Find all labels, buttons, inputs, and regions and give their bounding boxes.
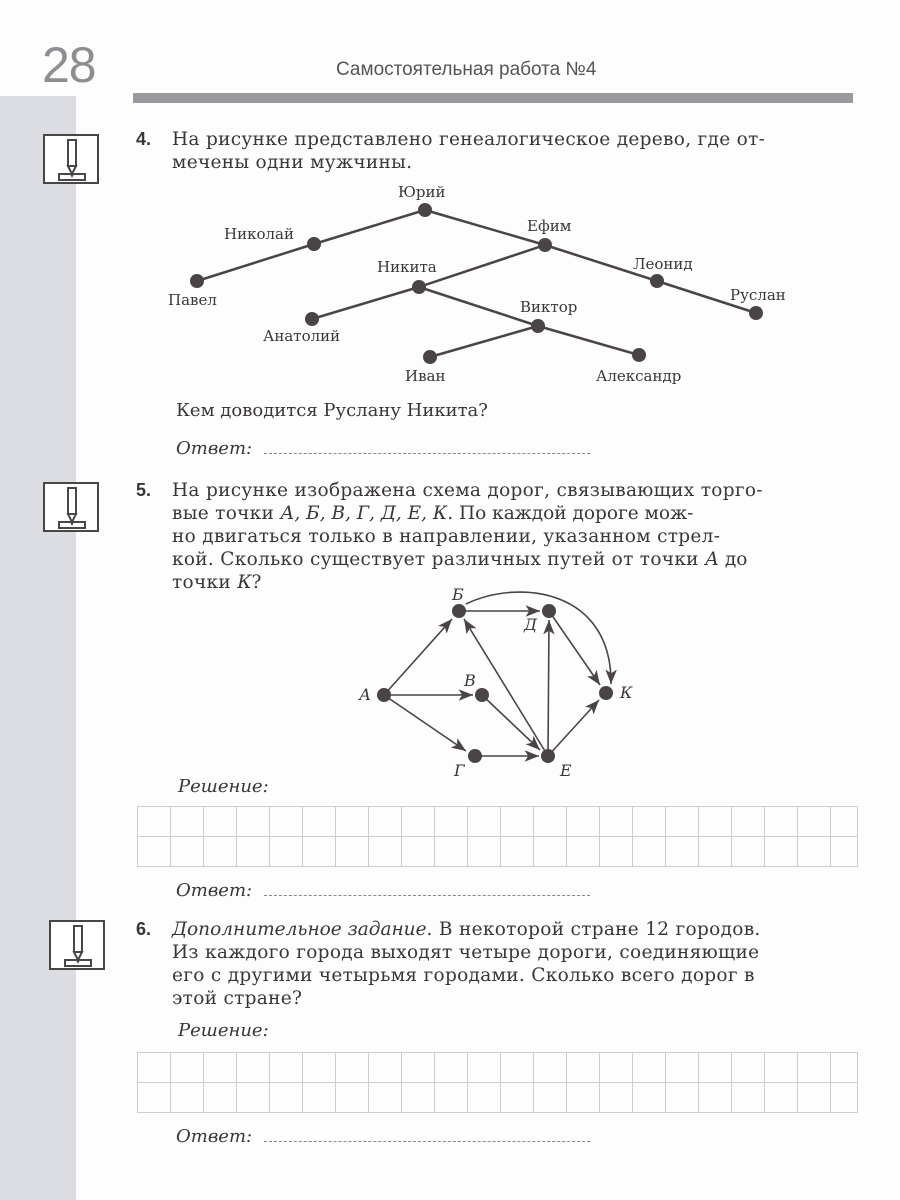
graph-label-e: Е (560, 761, 572, 780)
tree-label-anatoly: Анатолий (263, 327, 341, 345)
running-title: Самостоятельная работа №4 (336, 59, 597, 80)
point-label: А (705, 549, 720, 570)
tree-label-leonid: Леонид (633, 255, 693, 273)
point-list: А, Б, В, Г, Д, Е, К (280, 503, 448, 524)
task-6-solution-grid[interactable] (137, 1052, 858, 1113)
tree-label-efim: Ефим (527, 217, 572, 235)
task-6-answer (176, 1126, 590, 1147)
answer-label: Ответ: (176, 438, 253, 459)
task-text: На рисунке представлено генеалогическое дерево, где от- (172, 129, 766, 150)
task-text: ? (251, 572, 262, 593)
task-6-solution-label: Решение: (178, 1020, 269, 1041)
graph-label-d: Д (524, 615, 538, 634)
pencil-write-icon (49, 920, 105, 970)
task-text: кой. Сколько существует различных путей от точки (172, 549, 705, 570)
tree-label-ruslan: Руслан (730, 286, 786, 304)
graph-label-b: Б (452, 585, 464, 604)
task-text: . В некоторой стране 12 городов. (426, 919, 761, 940)
task-4-question: Кем доводится Руслану Никита? (176, 400, 488, 421)
answer-field[interactable] (264, 894, 590, 896)
answer-field[interactable] (264, 1140, 590, 1142)
task-number: 6. (136, 919, 152, 939)
tree-label-pavel: Павел (168, 291, 217, 309)
task-text: точки (172, 572, 238, 593)
tree-label-ivan: Иван (405, 367, 446, 385)
task-number: 4. (136, 129, 152, 149)
tree-label-viktor: Виктор (520, 298, 578, 316)
tree-label-nikita: Никита (377, 258, 437, 276)
task-5-solution-grid[interactable] (137, 806, 858, 867)
answer-label: Ответ: (176, 880, 253, 901)
task-text: до (719, 549, 748, 570)
task-subtitle: Дополнительное задание (172, 919, 427, 940)
task-text: На рисунке изображена схема дорог, связывающих торго- (172, 480, 763, 501)
tree-label-yuri: Юрий (398, 183, 446, 201)
task-text: мечены одни мужчины. (172, 152, 413, 173)
task-text: его с другими четырьмя городами. Сколько всего дорог в (172, 965, 755, 986)
task-5-answer (176, 880, 590, 901)
task-text: этой стране? (172, 988, 303, 1009)
answer-label: Ответ: (176, 1126, 253, 1147)
task-number: 5. (136, 480, 152, 500)
task-text: . По каждой дороге мож- (447, 503, 694, 524)
tree-label-alexander: Александр (596, 367, 682, 385)
graph-label-k: К (620, 683, 633, 702)
graph-label-v: В (464, 671, 476, 690)
graph-label-a: А (359, 685, 372, 704)
graph-label-g: Г (454, 761, 465, 780)
page-number: 28 (42, 37, 96, 93)
task-text: Из каждого города выходят четыре дороги, соединяющие (172, 942, 760, 963)
task-text: вые точки (172, 503, 281, 524)
task-6 (136, 918, 860, 1010)
task-text: но двигаться только в направлении, указанном стрел- (172, 526, 721, 547)
tree-label-nikolai: Николай (224, 225, 294, 243)
point-label: К (237, 572, 252, 593)
task-5-solution-label: Решение: (178, 776, 269, 797)
